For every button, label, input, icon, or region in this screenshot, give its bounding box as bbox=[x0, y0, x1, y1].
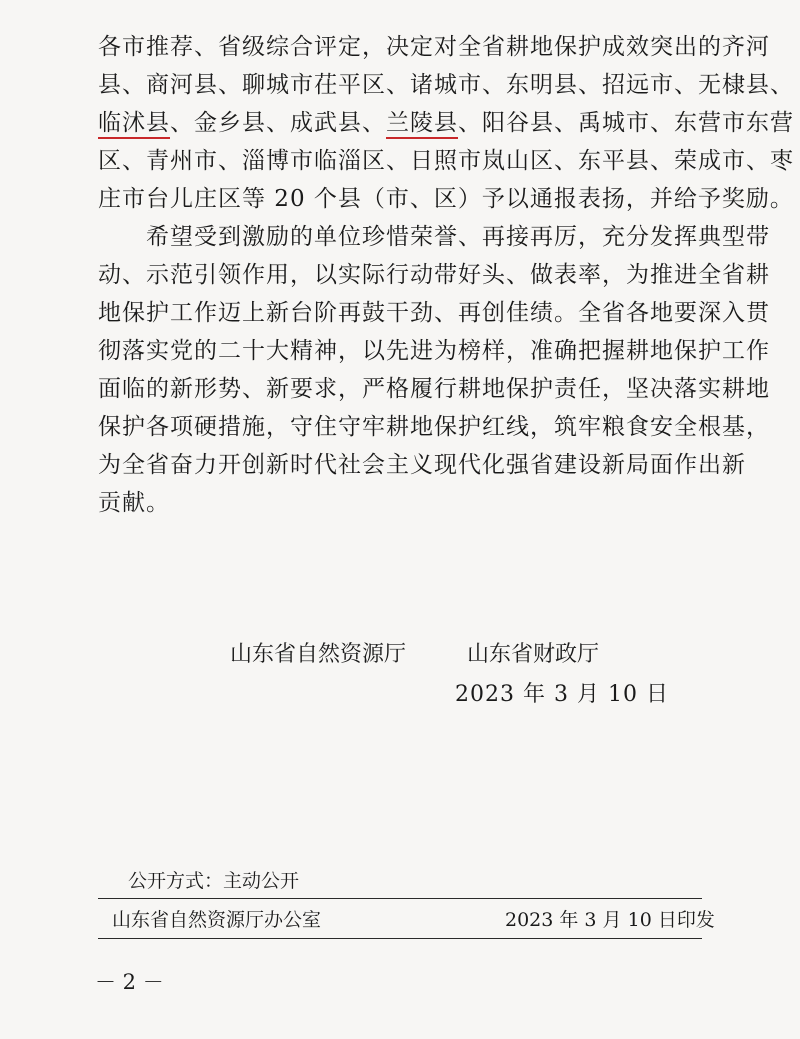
body-paragraph-encouragement bbox=[98, 218, 770, 522]
text-line: 庄市台儿庄区等 20 个县（市、区）予以通报表扬，并给予奖励。 bbox=[98, 186, 794, 212]
print-date: 2023 年 3 月 10 日印发 bbox=[505, 909, 715, 931]
footer-divider-bottom bbox=[98, 938, 702, 939]
text-line: 区、青州市、淄博市临淄区、日照市岚山区、东平县、荣成市、枣 bbox=[98, 148, 794, 174]
text-line: 保护各项硬措施，守住守牢耕地保护红线，筑牢粮食安全根基， bbox=[98, 414, 770, 440]
text-line: 贡献。 bbox=[98, 490, 170, 516]
text-line-with-underlines bbox=[98, 104, 794, 142]
text-line: 动、示范引领作用，以实际行动带好头、做表率，为推进全省耕 bbox=[98, 262, 770, 288]
text-line: 面临的新形势、新要求，严格履行耕地保护责任，坚决落实耕地 bbox=[98, 376, 770, 402]
publication-method: 公开方式：主动公开 bbox=[128, 870, 300, 892]
text-segment: 、阳谷县、禹城市、东营市东营 bbox=[458, 110, 794, 136]
issuing-office: 山东省自然资源厅办公室 bbox=[112, 909, 322, 931]
text-line: 县、商河县、聊城市茌平区、诸城市、东明县、招远市、无棣县、 bbox=[98, 72, 794, 98]
text-line: 地保护工作迈上新台阶再鼓干劲、再创佳绩。全省各地要深入贯 bbox=[98, 300, 770, 326]
text-line: 为全省奋力开创新时代社会主义现代化强省建设新局面作出新 bbox=[98, 452, 746, 478]
text-segment: 、金乡县、成武县、 bbox=[170, 110, 386, 136]
text-line: 彻落实党的二十大精神，以先进为榜样，准确把握耕地保护工作 bbox=[98, 338, 770, 364]
footer-divider-top bbox=[98, 898, 702, 899]
page-number: － 2 － bbox=[95, 970, 164, 994]
signature-date: 2023 年 3 月 10 日 bbox=[455, 682, 669, 707]
underlined-county-linshu: 临沭县 bbox=[98, 110, 170, 139]
signature-org-natural-resources: 山东省自然资源厅 bbox=[230, 642, 407, 667]
body-paragraph-commendation bbox=[98, 28, 794, 218]
text-line: 希望受到激励的单位珍惜荣誉、再接再厉，充分发挥典型带 bbox=[98, 224, 770, 250]
text-line: 各市推荐、省级综合评定，决定对全省耕地保护成效突出的齐河 bbox=[98, 34, 770, 60]
signature-org-finance: 山东省财政厅 bbox=[467, 642, 600, 667]
underlined-county-lanling: 兰陵县 bbox=[386, 110, 458, 139]
